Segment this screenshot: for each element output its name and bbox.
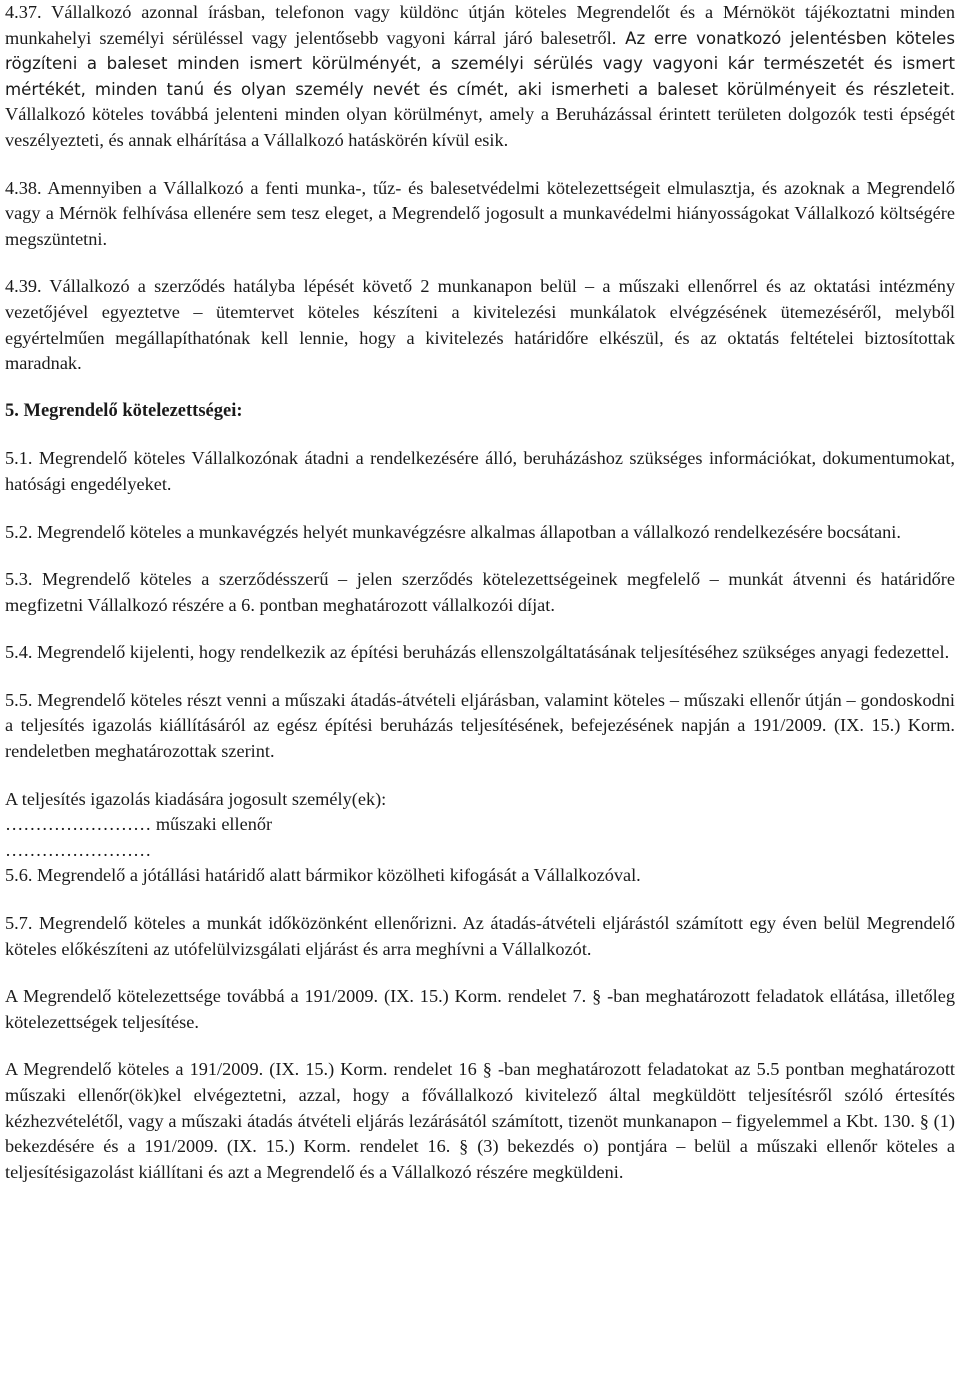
paragraph-4-37-part-1: 4.37. Vállalkozó azonnal írásban, telefonon vagy küldönc útján köteles Megrendelőt és a Mérnököt tájékoztatni minden munkahelyi személyi sérüléssel vagy jelentősebb vagyoni kárral járó balesetről.: [5, 2, 955, 48]
paragraph-5-6: 5.6. Megrendelő a jótállási határidő alatt bármikor közölheti kifogását a Vállalkozóval.: [5, 865, 641, 886]
paragraph-5-2: 5.2. Megrendelő köteles a munkavégzés helyét munkavégzésre alkalmas állapotban a vállalkozó rendelkezésére bocsátani.: [5, 521, 901, 542]
certifier-line-blank: ……………………: [5, 839, 152, 860]
paragraph-obligation-16: A Megrendelő köteles a 191/2009. (IX. 15.) Korm. rendelet 16 § -ban meghatározott feladatokat az 5.5 pontban meghatározott műszaki ellenőr(ök)kel elvégeztetni, azzal, hogy a fővállalkozó kivitelező által megküldött teljesítésről szóló értesítés kézhezvételétől, vagy a műszaki átadás átvételi eljárás lezárásától számított, tizenöt munkanapon – figyelemmel a Kbt. 130. § (1) bekezdésére és a 191/2009. (IX. 15.) Korm. rendelet 16. § (3) bekezdés o) pontjára – belül a műszaki ellenőr köteles a teljesítésigazolást kiállítani és azt a Megrendelő és a Vállalkozó részére megküldeni.: [5, 1059, 955, 1182]
certifier-line-technical-inspector: …………………… műszaki ellenőr: [5, 814, 273, 835]
paragraph-4-38: 4.38. Amennyiben a Vállalkozó a fenti munka-, tűz- és balesetvédelmi kötelezettségeit elmulasztja, és azoknak a Megrendelő vagy a Mérnök felhívása ellenére sem tesz eleget, a Megrendelő jogosult a munkavédelmi hiányosságokat Vállalkozó költségére megszüntetni.: [5, 177, 955, 249]
section-5-heading: 5. Megrendelő kötelezettségei:: [5, 400, 243, 421]
paragraph-4-37-part-3: Vállalkozó köteles továbbá jelenteni minden olyan körülményt, amely a Beruházással érintett területen dolgozók testi épségét veszélyezteti, és annak elhárítása a Vállalkozó hatáskörén kívül esik.: [5, 104, 955, 150]
paragraph-5-3: 5.3. Megrendelő köteles a szerződésszerű – jelen szerződés kötelezettségeinek megfelelő – munkát átvenni és határidőre megfizetni Vállalkozó részére a 6. pontban meghatározott vállalkozói díjat.: [5, 569, 955, 615]
paragraph-4-37: [5, 0, 955, 154]
paragraph-5-1: 5.1. Megrendelő köteles Vállalkozónak átadni a rendelkezésére álló, beruházáshoz szükséges információkat, dokumentumokat, hatósági engedélyeket.: [5, 448, 955, 494]
paragraph-4-39: 4.39. Vállalkozó a szerződés hatályba lépését követő 2 munkanapon belül – a műszaki ellenőrrel és az oktatási intézmény vezetőjével egyeztetve – ütemtervet köteles készíteni a kivitelezési munkálatok elvégzésének ütemezéséről, melyből egyértelműen megállapíthatónak kell lennie, hogy a kivitelezés határidőre elkészül, és az oktatás feltételei biztosítottak maradnak.: [5, 276, 955, 374]
paragraph-4-37-part-2: Az erre vonatkozó jelentésben köteles rögzíteni a baleset minden ismert körülményét, a személyi sérülés vagy vagyoni kár természetét és ismert mértékét, minden tanú és olyan személy nevét és címét, aki ismerheti a baleset körülményeit és részleteit.: [5, 28, 955, 99]
certifier-block: [5, 787, 955, 864]
certifier-label: A teljesítés igazolás kiadására jogosult személy(ek):: [5, 788, 387, 809]
paragraph-5-5: 5.5. Megrendelő köteles részt venni a műszaki átadás-átvételi eljárásban, valamint köteles – műszaki ellenőr útján – gondoskodni a teljesítés igazolás kiállításáról az egész építési beruházás teljesítésének, befejezésének napján a 191/2009. (IX. 15.) Korm. rendeletben meghatározottak szerint.: [5, 689, 955, 762]
paragraph-obligation-7: A Megrendelő kötelezettsége továbbá a 191/2009. (IX. 15.) Korm. rendelet 7. § -ban meghatározott feladatok ellátása, illetőleg kötelezettségek teljesítése.: [5, 986, 955, 1032]
paragraph-5-4: 5.4. Megrendelő kijelenti, hogy rendelkezik az építési beruházás ellenszolgáltatásának teljesítéséhez szükséges anyagi fedezettel.: [5, 642, 950, 663]
paragraph-5-7: 5.7. Megrendelő köteles a munkát időközönként ellenőrizni. Az átadás-átvételi eljárástól számított egy éven belül Megrendelő köteles előkészíteni az utófelülvizsgálati eljárást és arra meghívni a Vállalkozót.: [5, 913, 955, 959]
